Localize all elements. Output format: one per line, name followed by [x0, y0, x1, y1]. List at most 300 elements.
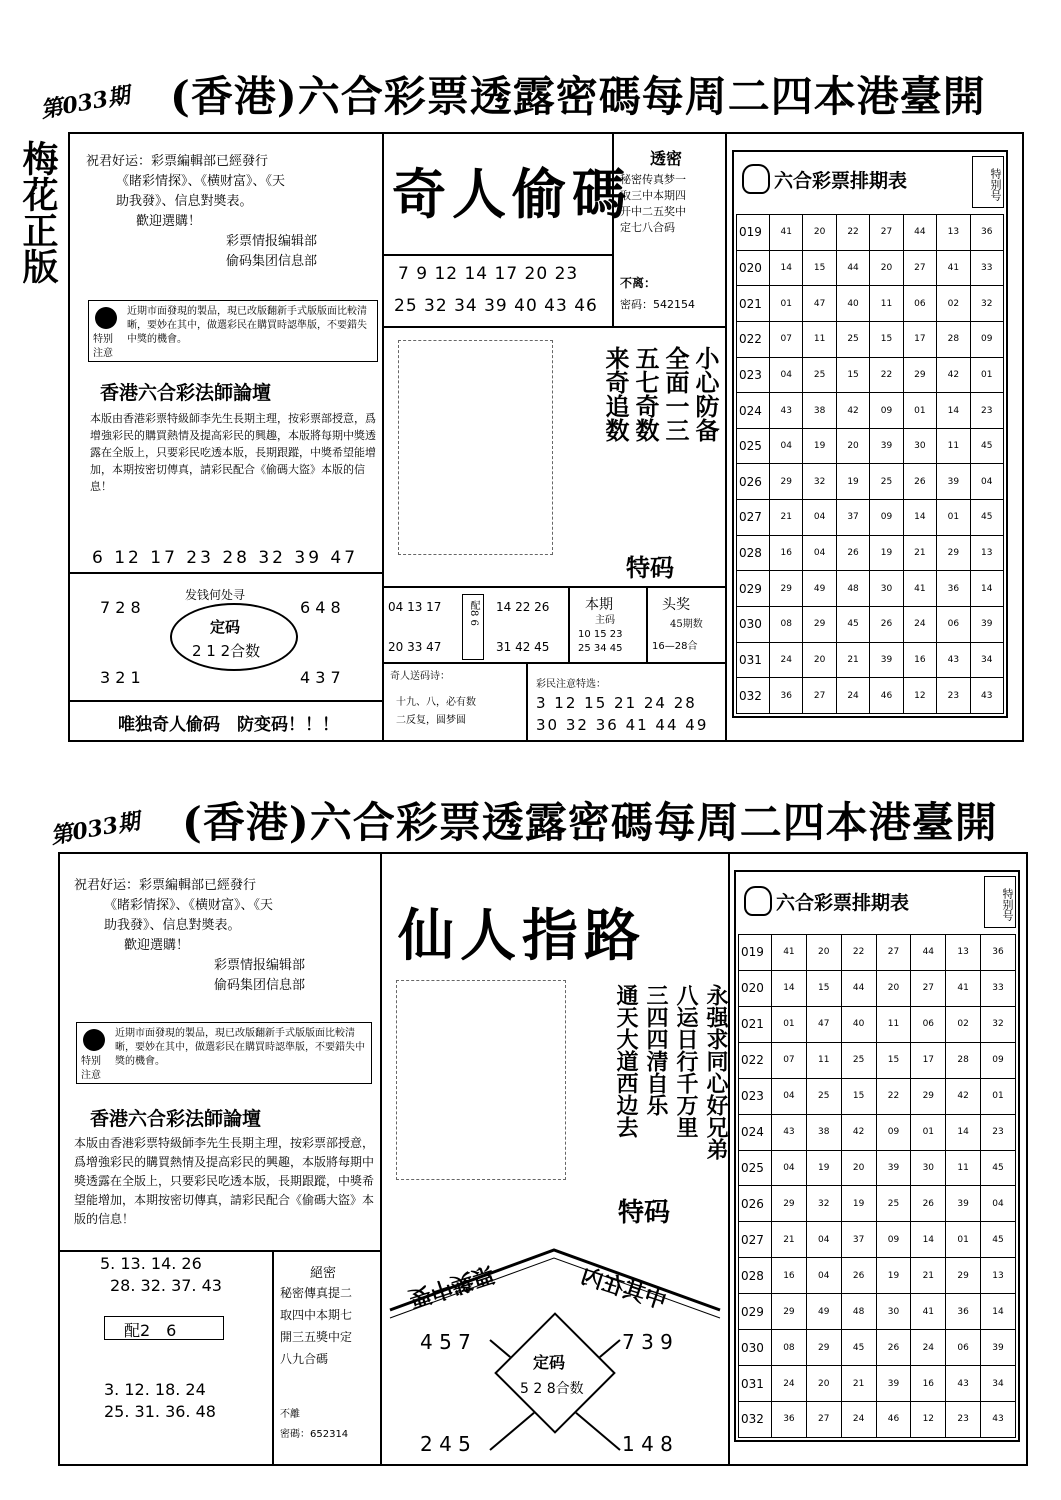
- toujiang-title: 头奖: [662, 597, 690, 613]
- intro-line: 祝君好运：彩票編輯部已經發行: [86, 154, 269, 169]
- schedule-row: [739, 935, 1016, 971]
- special-label-top: 特别号: [972, 156, 1004, 208]
- schedule-period: 020: [739, 970, 772, 1006]
- schedule-number: 11: [946, 1150, 981, 1186]
- schedule-number: 26: [903, 464, 936, 500]
- grid-a-r4: 31 42 45: [496, 640, 550, 654]
- schedule-row: [739, 1186, 1016, 1222]
- schedule-number: 04: [806, 1222, 841, 1258]
- schedule-number: 21: [836, 642, 869, 678]
- schedule-number: 13: [946, 935, 981, 971]
- schedule-number: 26: [841, 1258, 876, 1294]
- schedule-row: [739, 1366, 1016, 1402]
- banner-left: 要中獎票: [405, 1260, 498, 1313]
- schedule-row: [737, 215, 1004, 251]
- secret-buli-bottom: 不離: [280, 1409, 300, 1420]
- schedule-number: 22: [870, 357, 903, 393]
- schedule-number: 12: [911, 1401, 946, 1437]
- schedule-number: 43: [981, 1401, 1016, 1437]
- schedule-period: 026: [739, 1186, 772, 1222]
- schedule-number: 04: [803, 500, 836, 536]
- schedule-number: 29: [770, 571, 803, 607]
- schedule-number: 01: [770, 286, 803, 322]
- schedule-number: 42: [937, 357, 970, 393]
- schedule-number: 14: [770, 250, 803, 286]
- schedule-number: 45: [970, 428, 1003, 464]
- schedule-number: 30: [870, 571, 903, 607]
- schedule-row: [739, 1078, 1016, 1114]
- schedule-number: 24: [911, 1330, 946, 1366]
- secret-buli-top: 不离：: [620, 276, 657, 290]
- left-nums-r3: 3. 12. 18. 24: [104, 1380, 206, 1399]
- schedule-number: 21: [911, 1258, 946, 1294]
- disc-icon: [83, 1029, 105, 1051]
- schedule-number: 43: [772, 1114, 807, 1150]
- schedule-number: 20: [803, 215, 836, 251]
- schedule-number: 32: [970, 286, 1003, 322]
- divider: [60, 1250, 380, 1252]
- schedule-number: 24: [770, 642, 803, 678]
- schedule-row: [739, 1258, 1016, 1294]
- schedule-row: [737, 464, 1004, 500]
- schedule-number: 06: [903, 286, 936, 322]
- schedule-period: 027: [739, 1222, 772, 1258]
- schedule-period: 031: [739, 1366, 772, 1402]
- schedule-title-top: 六合彩票排期表: [774, 170, 908, 192]
- mascot-icon: [744, 886, 772, 916]
- schedule-number: 25: [806, 1078, 841, 1114]
- tema-bottom: 特码: [618, 1198, 671, 1228]
- schedule-row: [737, 500, 1004, 536]
- schedule-period: 030: [737, 607, 770, 643]
- schedule-number: 04: [770, 428, 803, 464]
- schedule-number: 44: [836, 250, 869, 286]
- schedule-number: 01: [970, 357, 1003, 393]
- schedule-number: 17: [903, 321, 936, 357]
- row-numbers-top: 6 12 17 23 28 32 39 47: [92, 548, 359, 568]
- schedule-number: 37: [836, 500, 869, 536]
- intro-sign: 偷码集团信息部: [226, 254, 318, 269]
- schedule-period: 029: [739, 1294, 772, 1330]
- schedule-number: 11: [803, 321, 836, 357]
- qiren-title: 奇人送码诗：: [390, 671, 450, 682]
- schedule-number: 13: [981, 1258, 1016, 1294]
- schedule-period: 019: [737, 215, 770, 251]
- schedule-number: 22: [876, 1078, 911, 1114]
- schedule-period: 026: [737, 464, 770, 500]
- schedule-number: 25: [876, 1186, 911, 1222]
- col-divider: [380, 854, 382, 1464]
- schedule-number: 01: [981, 1078, 1016, 1114]
- schedule-number: 15: [841, 1078, 876, 1114]
- secret-lines-top: 秘密传真梦一 取三中本期四 开中二五奖中 定七八合码: [620, 173, 686, 234]
- schedule-number: 39: [937, 464, 970, 500]
- schedule-number: 41: [937, 250, 970, 286]
- schedule-number: 43: [937, 642, 970, 678]
- schedule-number: 24: [836, 678, 869, 714]
- schedule-number: 47: [806, 1006, 841, 1042]
- col-divider: [725, 134, 727, 740]
- cross-center2-bottom: 5 2 8合数: [520, 1381, 584, 1397]
- schedule-number: 38: [806, 1114, 841, 1150]
- schedule-number: 24: [772, 1366, 807, 1402]
- issue-label-bottom: 第033期: [48, 808, 142, 850]
- cross-center2-top: 2 1 2合数: [192, 642, 261, 660]
- cross-tr-top: 6 4 8: [300, 598, 341, 617]
- schedule-number: 48: [841, 1294, 876, 1330]
- benqi-sub: 主码: [595, 615, 615, 626]
- benqi-r2: 25 34 45: [578, 643, 623, 654]
- schedule-period: 021: [737, 286, 770, 322]
- schedule-row: [737, 393, 1004, 429]
- caimin-r2: 30 32 36 41 44 49: [536, 716, 709, 734]
- schedule-number: 40: [836, 286, 869, 322]
- schedule-number: 19: [870, 535, 903, 571]
- schedule-period: 023: [739, 1078, 772, 1114]
- schedule-number: 13: [970, 535, 1003, 571]
- schedule-period: 022: [737, 321, 770, 357]
- schedule-number: 39: [981, 1330, 1016, 1366]
- schedule-number: 01: [911, 1114, 946, 1150]
- schedule-number: 29: [772, 1186, 807, 1222]
- title-bottom: 仙人指路: [398, 903, 646, 969]
- benqi-title: 本期: [585, 597, 613, 613]
- cross-bl-bottom: 2 4 5: [420, 1432, 471, 1456]
- cross-br-bottom: 1 4 8: [622, 1432, 673, 1456]
- schedule-number: 45: [981, 1150, 1016, 1186]
- schedule-number: 25: [836, 321, 869, 357]
- grid-a-r1: 04 13 17: [388, 600, 442, 614]
- schedule-number: 20: [841, 1150, 876, 1186]
- schedule-number: 15: [836, 357, 869, 393]
- side-label: 梅花正版: [17, 140, 59, 284]
- banner-right: 中其在內: [577, 1262, 670, 1315]
- schedule-number: 41: [911, 1294, 946, 1330]
- cross-tr-bottom: 7 3 9: [622, 1330, 673, 1354]
- schedule-row: [739, 1294, 1016, 1330]
- tema-top: 特码: [626, 553, 674, 582]
- schedule-number: 17: [911, 1042, 946, 1078]
- cross-center-bottom: 定码: [533, 1353, 566, 1372]
- schedule-number: 26: [876, 1330, 911, 1366]
- illustration-bottom: [396, 980, 566, 1180]
- schedule-number: 16: [772, 1258, 807, 1294]
- schedule-number: 29: [772, 1294, 807, 1330]
- schedule-number: 44: [903, 215, 936, 251]
- schedule-number: 30: [911, 1150, 946, 1186]
- title-nums1: 7 9 12 14 17 20 23: [398, 264, 579, 284]
- schedule-row: [737, 357, 1004, 393]
- forum-title-top: 香港六合彩法師論壇: [100, 382, 272, 404]
- schedule-number: 23: [946, 1401, 981, 1437]
- schedule-number: 19: [803, 428, 836, 464]
- schedule-table-top: [736, 214, 1004, 714]
- schedule-number: 28: [946, 1042, 981, 1078]
- header-title-top: (香港)六合彩票透露密碼每周二四本港臺開: [170, 72, 986, 121]
- poem-bottom: 永强求同心好兄弟 八运日行千万里 三四四清自乐 通天大道西边去: [613, 984, 729, 1160]
- schedule-number: 02: [937, 286, 970, 322]
- schedule-number: 37: [841, 1222, 876, 1258]
- divider: [382, 326, 725, 328]
- schedule-number: 29: [946, 1258, 981, 1294]
- schedule-number: 09: [870, 500, 903, 536]
- schedule-number: 09: [876, 1222, 911, 1258]
- notice-text: 近期市面發現的製品，現已改版翻新手式版版面比較清晰，要妙在其中，做選彩民在購買時認準版，不要錯失中獎的機會。: [127, 306, 367, 345]
- schedule-number: 27: [870, 215, 903, 251]
- schedule-number: 25: [803, 357, 836, 393]
- schedule-number: 20: [870, 250, 903, 286]
- schedule-number: 48: [836, 571, 869, 607]
- caimin-title: 彩民注意特选：: [536, 679, 606, 690]
- schedule-number: 19: [841, 1186, 876, 1222]
- schedule-number: 14: [911, 1222, 946, 1258]
- cross-tl-top: 7 2 8: [100, 598, 141, 617]
- schedule-period: 019: [739, 935, 772, 971]
- schedule-row: [737, 321, 1004, 357]
- schedule-number: 39: [946, 1186, 981, 1222]
- col-divider: [728, 854, 730, 1464]
- schedule-number: 04: [772, 1150, 807, 1186]
- forum-text-top: 本版由香港彩票特級師李先生長期主理，按彩票部授意，爲增強彩民的購買熱情及提高彩民的興趣，本版將每期中獎透露在全版上，只要彩民吃透本版，長期跟蹤，中獎希望能增加，本期按密切傳真，請彩民配合《偷碼大盜》本版的信息！: [90, 412, 376, 493]
- schedule-number: 29: [903, 357, 936, 393]
- left-nums-r2: 28. 32. 37. 43: [110, 1276, 222, 1295]
- illustration-top: [398, 340, 553, 555]
- schedule-row: [739, 1042, 1016, 1078]
- schedule-number: 21: [772, 1222, 807, 1258]
- intro-block-bottom: 祝君好运：彩票編輯部已經發行 《睹彩情探》、《横财富》、《天 助我發》、信息對奬表。 歡迎選購！ 彩票情报编辑部 偷码集团信息部: [74, 878, 306, 993]
- schedule-number: 32: [806, 1186, 841, 1222]
- cross-caption-top: 发钱何处寻: [185, 588, 246, 602]
- schedule-row: [737, 571, 1004, 607]
- schedule-row: [739, 1222, 1016, 1258]
- secret-code-bottom: 密碼：652314: [280, 1429, 349, 1440]
- schedule-number: 15: [876, 1042, 911, 1078]
- schedule-number: 41: [770, 215, 803, 251]
- schedule-number: 30: [876, 1294, 911, 1330]
- schedule-number: 01: [946, 1222, 981, 1258]
- schedule-number: 26: [870, 607, 903, 643]
- caimin-r1: 3 12 15 21 24 28: [536, 694, 697, 712]
- schedule-number: 20: [836, 428, 869, 464]
- schedule-number: 40: [841, 1006, 876, 1042]
- header-title-bottom: (香港)六合彩票透露密碼每周二四本港臺開: [182, 798, 998, 847]
- intro-line: 《睹彩情探》、《横财富》、《天: [116, 174, 286, 189]
- schedule-number: 09: [876, 1114, 911, 1150]
- col-divider: [272, 1250, 274, 1464]
- schedule-number: 38: [803, 393, 836, 429]
- divider: [70, 572, 382, 574]
- schedule-number: 36: [772, 1401, 807, 1437]
- divider: [382, 662, 725, 664]
- schedule-number: 02: [946, 1006, 981, 1042]
- left-nums-r4: 25. 31. 36. 48: [104, 1402, 216, 1421]
- intro-block-top: [86, 152, 376, 272]
- schedule-number: 25: [841, 1042, 876, 1078]
- schedule-number: 13: [937, 215, 970, 251]
- schedule-number: 20: [806, 935, 841, 971]
- schedule-number: 39: [876, 1366, 911, 1402]
- schedule-number: 29: [911, 1078, 946, 1114]
- schedule-number: 21: [903, 535, 936, 571]
- schedule-period: 021: [739, 1006, 772, 1042]
- schedule-number: 16: [770, 535, 803, 571]
- schedule-number: 19: [876, 1258, 911, 1294]
- secret-title-top: 透密: [650, 149, 683, 168]
- schedule-number: 45: [836, 607, 869, 643]
- schedule-number: 27: [803, 678, 836, 714]
- schedule-row: [739, 1006, 1016, 1042]
- schedule-number: 04: [970, 464, 1003, 500]
- pei-bottom: 配2 6: [124, 1321, 177, 1340]
- schedule-number: 23: [981, 1114, 1016, 1150]
- schedule-number: 14: [946, 1114, 981, 1150]
- schedule-table-bottom: [738, 934, 1016, 1438]
- schedule-number: 01: [937, 500, 970, 536]
- secret-title-bottom: 絕密: [310, 1266, 337, 1281]
- schedule-number: 47: [803, 286, 836, 322]
- pei-top: 配8 6: [468, 600, 479, 626]
- schedule-period: 028: [739, 1258, 772, 1294]
- cross-center-top: 定码: [210, 618, 241, 636]
- divider: [382, 586, 725, 588]
- schedule-number: 04: [981, 1186, 1016, 1222]
- special-label-bottom: 特别号: [984, 876, 1016, 928]
- schedule-row: [737, 535, 1004, 571]
- schedule-number: 14: [981, 1294, 1016, 1330]
- slogan-top: 唯独奇人偷码 防变码！！！: [118, 715, 339, 735]
- schedule-number: 39: [970, 607, 1003, 643]
- title-nums2: 25 32 34 39 40 43 46: [394, 296, 598, 316]
- schedule-number: 36: [937, 571, 970, 607]
- schedule-box-top: [732, 150, 1008, 718]
- schedule-period: 032: [739, 1401, 772, 1437]
- schedule-number: 14: [903, 500, 936, 536]
- schedule-number: 43: [970, 678, 1003, 714]
- cross-bl-top: 3 2 1: [100, 668, 141, 687]
- schedule-number: 14: [772, 970, 807, 1006]
- benqi-r1: 10 15 23: [578, 629, 623, 640]
- schedule-number: 22: [836, 215, 869, 251]
- schedule-number: 16: [903, 642, 936, 678]
- schedule-number: 11: [937, 428, 970, 464]
- schedule-number: 27: [903, 250, 936, 286]
- schedule-number: 34: [970, 642, 1003, 678]
- schedule-number: 12: [903, 678, 936, 714]
- col-divider: [382, 134, 384, 740]
- schedule-number: 32: [981, 1006, 1016, 1042]
- schedule-row: [737, 250, 1004, 286]
- schedule-number: 09: [970, 321, 1003, 357]
- schedule-number: 19: [836, 464, 869, 500]
- schedule-number: 21: [770, 500, 803, 536]
- poem-top: 小心防备 全面一三 五七奇数 来奇追数: [601, 346, 720, 442]
- schedule-number: 44: [841, 970, 876, 1006]
- schedule-number: 36: [770, 678, 803, 714]
- secret-lines-bottom: 秘密傳真提二 取四中本期七 開三五獎中定 八九合碼: [280, 1286, 353, 1366]
- schedule-row: [739, 1401, 1016, 1437]
- schedule-number: 07: [772, 1042, 807, 1078]
- notice-label: 特别 注意: [93, 334, 113, 359]
- schedule-number: 08: [770, 607, 803, 643]
- schedule-number: 11: [870, 286, 903, 322]
- schedule-period: 020: [737, 250, 770, 286]
- schedule-number: 15: [870, 321, 903, 357]
- schedule-number: 32: [803, 464, 836, 500]
- schedule-number: 39: [870, 642, 903, 678]
- schedule-period: 022: [739, 1042, 772, 1078]
- schedule-number: 49: [806, 1294, 841, 1330]
- schedule-number: 30: [903, 428, 936, 464]
- schedule-number: 27: [876, 935, 911, 971]
- schedule-number: 14: [970, 571, 1003, 607]
- schedule-number: 11: [806, 1042, 841, 1078]
- schedule-number: 36: [946, 1294, 981, 1330]
- col-divider: [646, 586, 648, 662]
- schedule-number: 29: [803, 607, 836, 643]
- schedule-number: 22: [841, 935, 876, 971]
- schedule-number: 04: [772, 1078, 807, 1114]
- disc-icon: [95, 307, 117, 329]
- schedule-number: 25: [870, 464, 903, 500]
- schedule-number: 39: [870, 428, 903, 464]
- schedule-number: 06: [946, 1330, 981, 1366]
- schedule-number: 04: [803, 535, 836, 571]
- schedule-number: 29: [937, 535, 970, 571]
- col-divider: [568, 586, 570, 662]
- schedule-number: 15: [803, 250, 836, 286]
- schedule-period: 023: [737, 357, 770, 393]
- schedule-number: 44: [911, 935, 946, 971]
- schedule-number: 20: [806, 1366, 841, 1402]
- schedule-row: [737, 428, 1004, 464]
- schedule-number: 45: [841, 1330, 876, 1366]
- schedule-number: 36: [970, 215, 1003, 251]
- schedule-number: 42: [836, 393, 869, 429]
- schedule-number: 20: [876, 970, 911, 1006]
- schedule-row: [739, 1330, 1016, 1366]
- grid-a-r2: 20 33 47: [388, 640, 442, 654]
- issue-label-top: 第033期: [38, 82, 132, 124]
- intro-sign: 彩票情报编辑部: [226, 234, 318, 249]
- schedule-number: 06: [911, 1006, 946, 1042]
- schedule-number: 15: [806, 970, 841, 1006]
- qiren-l1: 十九、八，必有数: [396, 697, 476, 708]
- schedule-number: 41: [903, 571, 936, 607]
- schedule-number: 42: [841, 1114, 876, 1150]
- schedule-number: 24: [841, 1401, 876, 1437]
- schedule-period: 025: [737, 428, 770, 464]
- toujiang-sub: 45期数: [670, 619, 703, 630]
- schedule-number: 46: [876, 1401, 911, 1437]
- schedule-row: [737, 642, 1004, 678]
- schedule-number: 43: [770, 393, 803, 429]
- divider: [70, 700, 382, 702]
- notice-box-top: [88, 300, 378, 362]
- schedule-period: 028: [737, 535, 770, 571]
- schedule-number: 04: [770, 357, 803, 393]
- schedule-row: [737, 286, 1004, 322]
- schedule-period: 029: [737, 571, 770, 607]
- intro-line: 歡迎選購！: [136, 214, 202, 229]
- schedule-number: 20: [803, 642, 836, 678]
- schedule-period: 024: [737, 393, 770, 429]
- col-divider: [612, 134, 614, 326]
- schedule-number: 26: [836, 535, 869, 571]
- schedule-number: 29: [806, 1330, 841, 1366]
- schedule-number: 39: [876, 1150, 911, 1186]
- schedule-row: [739, 1150, 1016, 1186]
- schedule-number: 42: [946, 1078, 981, 1114]
